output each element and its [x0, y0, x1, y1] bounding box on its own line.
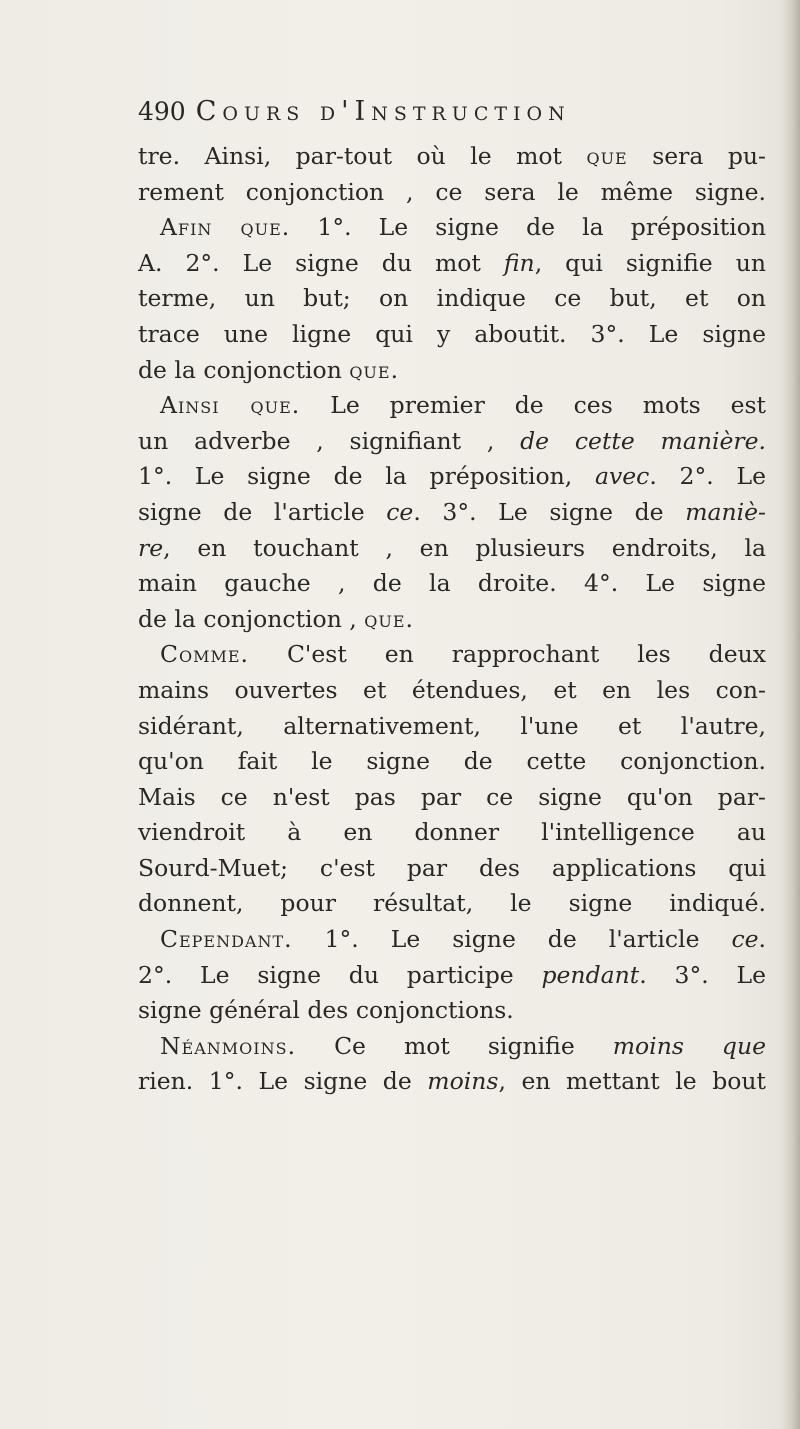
- text-run: A. 2°. Le signe du mot: [138, 248, 504, 277]
- text-run: terme, un but; on indique ce but, et on: [138, 284, 766, 313]
- page-edge-shadow: [780, 0, 800, 1429]
- text-run: Le premier de ces mots est: [300, 391, 767, 420]
- text-run: . 3°. Le: [639, 960, 766, 989]
- italic-word: pendant: [541, 960, 640, 989]
- text-run: .: [758, 925, 766, 954]
- text-line: [138, 922, 766, 958]
- text-run: de la conjonction ,: [138, 604, 365, 633]
- text-line: [138, 886, 766, 922]
- text-run: sera pu-: [627, 142, 766, 170]
- text-line: [138, 780, 766, 816]
- text-line: [138, 602, 766, 638]
- entry-term: Ainsi que.: [160, 391, 301, 420]
- text-line: [138, 993, 766, 1029]
- entry-term: que: [586, 142, 628, 170]
- text-run: . 2°. Le: [649, 462, 766, 491]
- italic-word: ce: [731, 925, 759, 954]
- text-run: 1°. Le signe de la préposition: [290, 213, 766, 242]
- text-line: [138, 673, 766, 709]
- text-run: viendroit à en donner l'intelligence au: [138, 818, 766, 847]
- text-run: , en mettant le bout: [498, 1067, 766, 1096]
- text-line: [138, 744, 766, 780]
- text-run: main gauche , de la droite. 4°. Le signe: [138, 569, 766, 598]
- entry-term: Cependant.: [160, 925, 293, 954]
- text-run: , qui signifie un: [534, 248, 766, 277]
- text-run: . 3°. Le signe de: [413, 497, 686, 526]
- text-run: 2°. Le signe du participe: [138, 960, 542, 989]
- text-run: rien. 1°. Le signe de: [138, 1067, 428, 1096]
- text-line: [138, 281, 766, 317]
- text-line: [138, 317, 766, 353]
- text-line: [138, 495, 766, 531]
- text-line: [138, 353, 766, 389]
- text-run: un adverbe , signifiant ,: [138, 426, 521, 455]
- text-run: qu'on fait le signe de cette conjonction.: [138, 747, 766, 776]
- text-line: [138, 139, 766, 175]
- italic-word: maniè-: [685, 497, 766, 526]
- text-line: [138, 424, 766, 460]
- text-run: rement conjonction , ce sera le même signe.: [138, 177, 766, 206]
- italic-word: ce: [386, 497, 414, 526]
- text-run: C'est en rapprochant les deux: [249, 640, 766, 669]
- text-run: mains ouvertes et étendues, et en les con-: [138, 675, 766, 704]
- entry-term: que.: [349, 355, 400, 384]
- text-run: tre. Ainsi, par-tout où le mot: [138, 142, 587, 170]
- entry-term: Afin que.: [160, 213, 291, 242]
- text-line: [138, 851, 766, 887]
- text-line: [138, 1064, 766, 1100]
- text-line: [138, 637, 766, 673]
- text-line: [138, 246, 766, 282]
- text-line: [138, 459, 766, 495]
- text-run: trace une ligne qui y aboutit. 3°. Le signe: [138, 319, 766, 348]
- text-run: sidérant, alternativement, l'une et l'autre,: [138, 711, 766, 740]
- text-run: de la conjonction: [138, 355, 350, 384]
- italic-word: avec: [594, 462, 650, 491]
- page-number: 490: [138, 97, 186, 126]
- text-run: Mais ce n'est pas par ce signe qu'on par-: [138, 782, 766, 811]
- running-title: Cours d'Instruction: [195, 96, 571, 127]
- text-run: 1°. Le signe de l'article: [292, 925, 732, 954]
- italic-word: moins: [427, 1067, 499, 1096]
- text-run: 1°. Le signe de la préposition,: [138, 462, 595, 491]
- text-run: Ce mot signifie: [296, 1031, 613, 1060]
- text-line: [138, 175, 766, 211]
- text-line: [138, 388, 766, 424]
- text-run: signe général des conjonctions.: [138, 996, 514, 1025]
- text-line: [138, 531, 766, 567]
- italic-word: moins que: [612, 1031, 766, 1060]
- text-line: [138, 566, 766, 602]
- italic-word: fin: [503, 248, 535, 277]
- text-line: [138, 709, 766, 745]
- text-run: , en touchant , en plusieurs endroits, la: [163, 533, 766, 562]
- entry-term: Comme.: [160, 640, 250, 669]
- text-line: [138, 815, 766, 851]
- text-line: [138, 958, 766, 994]
- text-run: signe de l'article: [138, 497, 387, 526]
- running-header: [138, 96, 718, 127]
- italic-word: re: [138, 533, 164, 562]
- text-line: [138, 210, 766, 246]
- text-run: Sourd-Muet; c'est par des applications qui: [138, 853, 766, 882]
- text-line: [138, 1029, 766, 1065]
- entry-term: que.: [364, 604, 415, 633]
- italic-word: de cette manière.: [520, 426, 767, 455]
- body-text: [138, 139, 766, 1100]
- text-run: donnent, pour résultat, le signe indiqué.: [138, 889, 766, 918]
- entry-term: Néanmoins.: [160, 1031, 297, 1060]
